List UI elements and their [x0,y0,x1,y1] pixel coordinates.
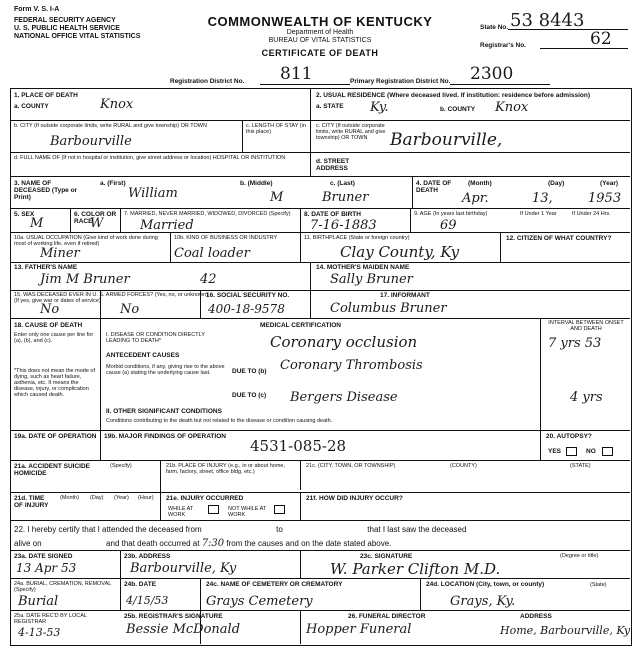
marital-label: 7. MARRIED, NEVER MARRIED, WIDOWED, DIVORCED (Specify) [124,211,291,217]
funeral-address-label: ADDRESS [520,613,552,620]
date-signed-label: 23a. DATE SIGNED [14,553,73,560]
department: Department of Health [286,29,354,36]
middle-name: M [270,190,284,205]
residence-state: Ky. [370,100,389,115]
registrar-no-value: 62 [590,29,612,49]
industry-label: 10b. KIND OF BUSINESS OR INDUSTRY [174,235,278,241]
informant-label: 17. INFORMANT [380,292,430,299]
dod-year-label: (Year) [600,180,619,187]
armed-forces-value-2: No [120,302,140,317]
burial-label: 24a. BURIAL, CREMATION, REMOVAL (Specify) [14,581,112,593]
dod-day-label: (Day) [548,180,565,187]
due-to-b-label: DUE TO (b) [232,368,267,375]
antecedent-label: ANTECEDENT CAUSES [106,352,180,359]
location-value: Grays, Ky. [450,594,516,609]
injury-county-label: (COUNTY) [450,463,477,469]
cause-a-interval: 7 yrs 53 [548,336,602,351]
reg-district-label: Registration District No. [170,78,245,85]
res-city-label: c. CITY (If outside corporate limits, write RURAL and give township) OR TOWN [316,123,386,141]
registrar-no-label: Registrar's No. [480,42,526,49]
degree-label: (Degree or title) [560,553,599,559]
residence-city: Barbourville, [390,130,503,150]
state-no-label: State No. [480,24,509,31]
morbid-label: Morbid conditions, if any, giving rise to the above cause (a) stating the underlying cause last. [106,364,225,376]
cert-text-2: to [276,525,283,534]
signature-label: 23c. SIGNATURE [360,553,413,560]
cause-c: Bergers Disease [290,390,398,405]
reg-district-value: 811 [280,64,313,84]
state-no-value: 53 8443 [510,10,585,31]
cert-text-1: 22. I hereby certify that I attended the deceased from [14,525,202,534]
while-at-work-box[interactable] [208,505,219,514]
burial-value: Burial [18,594,59,609]
hospital-label: d. FULL NAME OF (If not in hospital or institution, give street address or location) HOSPITAL OR INSTITUTION [14,155,286,161]
armed-forces-label: 15. WAS DECEASED EVER IN U. S. ARMED FORCES? (Yes, no, or unknown) (If yes, give war or dates of service) [14,292,208,304]
cause-c-interval: 4 yrs [570,390,603,405]
cert-text-3: that I last saw the deceased [367,525,467,534]
armed-forces-value: No [40,302,60,317]
dob-value: 7-16-1883 [310,218,377,233]
cert-text-5: and that death occurred at [106,539,200,548]
cause-a: Coronary occlusion [270,333,418,351]
sex-value: M [30,216,44,231]
medical-cert-heading: MEDICAL CERTIFICATION [260,322,342,329]
registrar-signature: Bessie McDonald [126,622,241,637]
registrar-signature-label: 25b. REGISTRAR'S SIGNATURE [124,613,223,620]
race-value: W [90,216,104,231]
funeral-director: Hopper Funeral [306,622,412,637]
mother-name: Sally Bruner [330,272,413,287]
last-name: Bruner [322,190,369,205]
other-conditions-note: Conditions contributing to the death but not related to the disease or condition causing death. [106,418,333,424]
operation-findings: 4531-085-28 [250,437,347,455]
sex-label: 5. SEX [14,211,35,218]
injury-day-label: (Day) [90,495,104,501]
cemetery-label: 24c. NAME OF CEMETERY OR CREMATORY [206,581,343,588]
usual-residence-label: 2. USUAL RESIDENCE (Where deceased lived. If institution: residence before admission) [316,92,591,99]
document-title: COMMONWEALTH OF KENTUCKY [207,14,433,29]
cause-note: Enter only one cause per line for (a), (b), and (c). [14,332,94,344]
injury-year-label: (Year) [114,495,129,501]
operation-findings-label: 19b. MAJOR FINDINGS OF OPERATION [104,433,226,440]
age-label: 9. AGE (In years last birthday) [414,211,488,217]
middle-label: b. (Middle) [240,180,273,187]
birthplace-label: 11. BIRTHPLACE (State or foreign country) [304,235,410,241]
length-of-stay-label: c. LENGTH OF STAY (in this place) [246,123,306,135]
injury-place-label: 21b. PLACE OF INJURY (e.g., in or about home, farm, factory, street, office bldg, etc.) [166,463,286,475]
death-county: Knox [100,97,134,112]
cert-text-4: alive on [14,539,42,548]
ssn-label: 16. SOCIAL SECURITY NO. [206,292,290,299]
autopsy-no-box[interactable] [602,447,613,456]
location-label: 24d. LOCATION (City, town, or county) [426,581,545,588]
accident-specify: (Specify) [110,463,132,469]
father-label: 13. FATHER'S NAME [14,264,78,271]
first-label: a. (First) [100,180,126,187]
street-address-label: d. STREET ADDRESS [316,158,350,172]
dod-year: 1953 [588,191,622,206]
autopsy-yes-box[interactable] [566,447,577,456]
physician-address: Barbourville, Ky [130,561,237,576]
injury-time-label: 21d. TIME OF INJURY [14,495,49,509]
date-received: 4-13-53 [18,626,61,639]
ssn-value: 400-18-9578 [208,302,285,316]
autopsy-label: 20. AUTOPSY? [546,433,592,440]
cert-text-6: from the causes and on the date stated above. [226,539,392,548]
burial-date: 4/15/53 [126,594,169,607]
date-of-death-label: 4. DATE OF DEATH [416,180,452,194]
certificate-title: CERTIFICATE OF DEATH [261,48,379,58]
burial-date-label: 24b. DATE [124,581,157,588]
race-label: 6. COLOR OR RACE [74,211,117,225]
age-value: 69 [440,218,457,233]
cause-b: Coronary Thrombosis [280,358,423,373]
last-label: c. (Last) [330,180,355,187]
not-at-work-box[interactable] [274,505,285,514]
funeral-address: Home, Barbourville, Ky [500,624,631,637]
other-conditions-label: II. OTHER SIGNIFICANT CONDITIONS [106,408,222,415]
address-label: 23b. ADDRESS [124,553,171,560]
marital-value: Married [140,218,194,233]
occupation-value: Miner [40,246,80,261]
cause-label: 18. CAUSE OF DEATH [14,322,83,329]
father-age: 42 [200,272,217,287]
under-1-label: If Under 1 Year [520,211,557,217]
cause-note-2: *This does not mean the mode of dying, such as heart failure, asthenia, etc. It means the disease, injury, or complication which caused death. [14,368,96,398]
birthplace-value: Clay County, Ky [340,243,460,261]
industry-value: Coal loader [174,246,250,261]
dod-day: 13, [532,191,553,206]
physician-signature: W. Parker Clifton M.D. [330,560,501,578]
deceased-name-label: 3. NAME OF DECEASED (Type or Print) [14,180,78,201]
state-label: a. STATE [316,103,344,110]
bureau: BUREAU OF VITAL STATISTICS [268,37,372,44]
county-label: a. COUNTY [14,103,49,110]
agency-line-2: U. S. PUBLIC HEALTH SERVICE [14,25,120,32]
disease-label: I. DISEASE OR CONDITION DIRECTLY LEADING TO DEATH* [106,332,205,344]
injury-hour-label: (Hour) [138,495,154,501]
autopsy-no: NO [586,448,596,455]
while-at-work-label: WHILE AT WORK [168,506,194,518]
certification-text [14,523,626,551]
agency-line-3: NATIONAL OFFICE VITAL STATISTICS [14,33,141,40]
funeral-director-label: 26. FUNERAL DIRECTOR [348,613,426,620]
interval-label: INTERVAL BETWEEN ONSET AND DEATH [548,320,624,332]
death-city: Barbourville [50,134,132,149]
autopsy-yes: YES [548,448,562,455]
mother-label: 14. MOTHER'S MAIDEN NAME [316,264,410,271]
how-injury-label: 21f. HOW DID INJURY OCCUR? [306,495,403,502]
first-name: William [128,186,178,201]
residence-county: Knox [495,100,529,115]
primary-reg-value: 2300 [470,64,514,84]
not-at-work-label: NOT WHILE AT WORK [228,506,267,518]
due-to-c-label: DUE TO (c) [232,392,267,399]
primary-reg-label: Primary Registration District No. [350,78,451,85]
injury-month-label: (Month) [60,495,79,501]
agency-line-1: FEDERAL SECURITY AGENCY [14,17,116,24]
injury-city-label: 21c. (CITY, TOWN, OR TOWNSHIP) [306,463,396,469]
dod-month: Apr. [462,191,489,206]
place-of-death-label: 1. PLACE OF DEATH [14,92,78,99]
dod-month-label: (Month) [468,180,492,187]
injury-state-label: (STATE) [570,463,591,469]
cemetery-value: Grays Cemetery [206,594,313,609]
form-number: Form V. S. I-A [14,6,60,13]
operation-date-label: 19a. DATE OF OPERATION [14,433,97,440]
occupation-label: 10a. USUAL OCCUPATION (Give kind of work done during most of working life, even if retired) [14,235,158,247]
dob-label: 8. DATE OF BIRTH [304,211,361,218]
death-time: 7:30 [201,538,225,549]
father-name: Jim M Bruner [40,272,130,287]
res-county-label: b. COUNTY [440,106,476,113]
injury-occurred-label: 21e. INJURY OCCURRED [166,495,244,502]
citizen-label: 12. CITIZEN OF WHAT COUNTRY? [506,235,612,242]
date-signed: 13 Apr 53 [16,561,77,575]
informant-value: Columbus Bruner [330,301,447,316]
date-received-label: 25a. DATE REC'D BY LOCAL REGISTRAR [14,613,87,625]
location-state-label: (State) [590,582,607,588]
under-24-label: If Under 24 Hrs. [572,211,611,217]
accident-label: 21a. ACCIDENT SUICIDE HOMICIDE [14,463,90,477]
city-label: b. CITY (If outside corporate limits, write RURAL and give township) OR TOWN [14,123,207,129]
